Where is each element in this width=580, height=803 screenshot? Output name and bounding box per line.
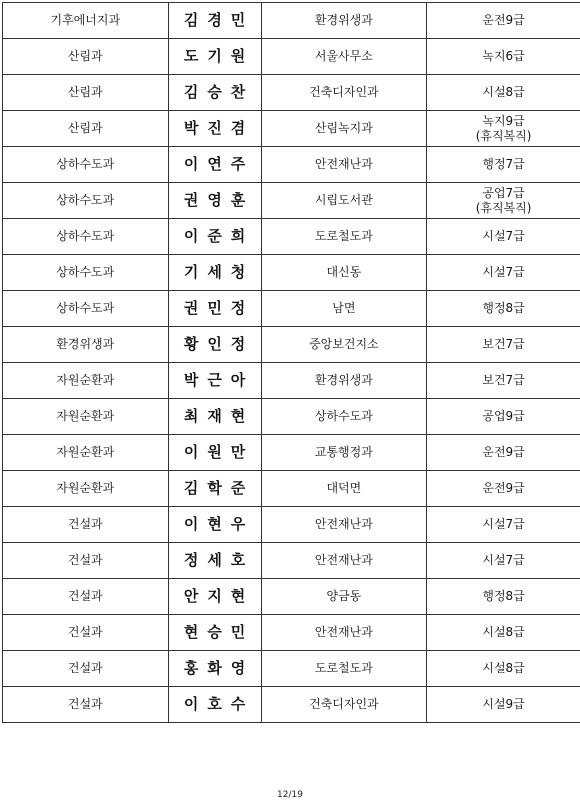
personnel-table-body (3, 3, 580, 723)
grade-cell (427, 507, 580, 543)
to-department-text: 도로철도과 (314, 661, 373, 675)
personnel-table (2, 2, 580, 723)
from-department-text: 산림과 (67, 121, 103, 135)
to-department-cell (261, 435, 427, 471)
from-department-text: 상하수도과 (56, 229, 115, 243)
from-department-text: 건설과 (67, 553, 103, 567)
employee-name-cell (168, 435, 261, 471)
to-department-cell (261, 327, 427, 363)
from-department-text: 건설과 (67, 697, 103, 711)
to-department-cell (261, 255, 427, 291)
status-note-text: (휴직복직) (475, 128, 532, 143)
from-department-text: 상하수도과 (56, 265, 115, 279)
employee-name-text: 안지현 (183, 587, 255, 605)
table-row (3, 39, 580, 75)
employee-name-cell (168, 471, 261, 507)
from-department-text: 건설과 (67, 589, 103, 603)
employee-name-text: 이원만 (183, 443, 255, 461)
to-department-cell (261, 219, 427, 255)
from-department-text: 상하수도과 (56, 193, 115, 207)
to-department-text: 안전재난과 (314, 517, 373, 531)
table-row (3, 363, 580, 399)
employee-name-cell (168, 399, 261, 435)
to-department-text: 남면 (332, 301, 356, 315)
to-department-text: 안전재난과 (314, 553, 373, 567)
employee-name-text: 김경민 (183, 11, 255, 29)
grade-text: 녹지6급 (482, 49, 525, 63)
grade-cell (427, 291, 580, 327)
employee-name-cell (168, 543, 261, 579)
table-row (3, 75, 580, 111)
from-department-cell (3, 291, 169, 327)
from-department-cell (3, 183, 169, 219)
table-row (3, 147, 580, 183)
from-department-text: 자원순환과 (56, 481, 115, 495)
to-department-text: 안전재난과 (314, 625, 373, 639)
to-department-text: 산림녹지과 (314, 121, 373, 135)
grade-cell (427, 579, 580, 615)
table-row (3, 291, 580, 327)
from-department-cell (3, 543, 169, 579)
employee-name-cell (168, 651, 261, 687)
from-department-text: 상하수도과 (56, 301, 115, 315)
from-department-cell (3, 75, 169, 111)
grade-text: 시설7급 (482, 229, 525, 243)
to-department-cell (261, 543, 427, 579)
from-department-cell (3, 147, 169, 183)
table-row (3, 3, 580, 39)
to-department-text: 대덕면 (326, 481, 362, 495)
to-department-cell (261, 471, 427, 507)
to-department-text: 양금동 (326, 589, 362, 603)
grade-text: 시설8급 (482, 625, 525, 639)
employee-name-text: 도기원 (183, 47, 255, 65)
employee-name-cell (168, 3, 261, 39)
from-department-text: 건설과 (67, 661, 103, 675)
employee-name-text: 박근아 (183, 371, 255, 389)
from-department-text: 자원순환과 (56, 409, 115, 423)
to-department-text: 대신동 (326, 265, 362, 279)
grade-cell (427, 327, 580, 363)
employee-name-cell (168, 615, 261, 651)
employee-name-text: 홍화영 (183, 659, 255, 677)
grade-text: 녹지9급 (482, 113, 525, 128)
to-department-cell (261, 183, 427, 219)
from-department-text: 상하수도과 (56, 157, 115, 171)
to-department-cell (261, 111, 427, 147)
employee-name-cell (168, 39, 261, 75)
grade-cell (427, 3, 580, 39)
grade-text: 공업7급 (482, 185, 525, 200)
from-department-cell (3, 435, 169, 471)
table-row (3, 579, 580, 615)
table-row (3, 435, 580, 471)
from-department-text: 건설과 (67, 517, 103, 531)
employee-name-cell (168, 147, 261, 183)
grade-text: 공업9급 (482, 409, 525, 423)
table-row (3, 327, 580, 363)
to-department-cell (261, 291, 427, 327)
to-department-cell (261, 3, 427, 39)
table-row (3, 111, 580, 147)
table-row (3, 255, 580, 291)
grade-text: 행정8급 (482, 589, 525, 603)
employee-name-cell (168, 579, 261, 615)
from-department-cell (3, 327, 169, 363)
grade-text: 시설7급 (482, 517, 525, 531)
to-department-cell (261, 39, 427, 75)
grade-cell (427, 615, 580, 651)
employee-name-cell (168, 507, 261, 543)
from-department-text: 환경위생과 (56, 337, 115, 351)
grade-text: 운전9급 (482, 445, 525, 459)
from-department-cell (3, 651, 169, 687)
to-department-cell (261, 75, 427, 111)
grade-cell (427, 687, 580, 723)
grade-cell (427, 435, 580, 471)
grade-cell (427, 183, 580, 219)
grade-cell (427, 147, 580, 183)
grade-cell (427, 471, 580, 507)
employee-name-text: 최재현 (183, 407, 255, 425)
grade-text: 시설7급 (482, 265, 525, 279)
to-department-cell (261, 147, 427, 183)
employee-name-cell (168, 219, 261, 255)
grade-text: 시설8급 (482, 661, 525, 675)
to-department-text: 중앙보건지소 (309, 337, 379, 351)
to-department-text: 교통행정과 (314, 445, 373, 459)
employee-name-text: 이호수 (183, 695, 255, 713)
employee-name-text: 정세호 (183, 551, 255, 569)
grade-text: 시설8급 (482, 85, 525, 99)
from-department-cell (3, 615, 169, 651)
from-department-text: 산림과 (67, 85, 103, 99)
employee-name-text: 기세청 (183, 263, 255, 281)
grade-cell (427, 219, 580, 255)
to-department-text: 도로철도과 (314, 229, 373, 243)
grade-text: 행정7급 (482, 157, 525, 171)
table-row (3, 219, 580, 255)
employee-name-cell (168, 111, 261, 147)
to-department-text: 건축디자인과 (309, 697, 379, 711)
table-row (3, 507, 580, 543)
from-department-text: 건설과 (67, 625, 103, 639)
from-department-cell (3, 111, 169, 147)
to-department-cell (261, 615, 427, 651)
from-department-text: 자원순환과 (56, 445, 115, 459)
to-department-text: 환경위생과 (314, 13, 373, 27)
to-department-cell (261, 651, 427, 687)
employee-name-cell (168, 75, 261, 111)
to-department-text: 건축디자인과 (309, 85, 379, 99)
grade-cell (427, 39, 580, 75)
from-department-cell (3, 219, 169, 255)
employee-name-text: 황인정 (183, 335, 255, 353)
to-department-cell (261, 507, 427, 543)
employee-name-text: 김승찬 (183, 83, 255, 101)
from-department-cell (3, 507, 169, 543)
table-row (3, 471, 580, 507)
to-department-text: 환경위생과 (314, 373, 373, 387)
from-department-cell (3, 687, 169, 723)
to-department-text: 서울사무소 (314, 49, 373, 63)
table-row (3, 615, 580, 651)
from-department-cell (3, 363, 169, 399)
grade-text: 시설9급 (482, 697, 525, 711)
employee-name-cell (168, 327, 261, 363)
from-department-cell (3, 579, 169, 615)
to-department-text: 시립도서관 (314, 193, 373, 207)
to-department-cell (261, 579, 427, 615)
from-department-cell (3, 255, 169, 291)
grade-cell (427, 363, 580, 399)
grade-cell (427, 399, 580, 435)
table-row (3, 651, 580, 687)
grade-cell (427, 75, 580, 111)
employee-name-cell (168, 687, 261, 723)
employee-name-text: 이준희 (183, 227, 255, 245)
from-department-text: 산림과 (67, 49, 103, 63)
from-department-cell (3, 399, 169, 435)
grade-text: 보건7급 (482, 373, 525, 387)
grade-text: 운전9급 (482, 481, 525, 495)
from-department-text: 기후에너지과 (50, 13, 121, 27)
from-department-cell (3, 39, 169, 75)
table-row (3, 399, 580, 435)
employee-name-text: 이현우 (183, 515, 255, 533)
page-number: 12/19 (277, 790, 303, 800)
table-row (3, 543, 580, 579)
employee-name-cell (168, 183, 261, 219)
grade-cell (427, 255, 580, 291)
employee-name-text: 이연주 (183, 155, 255, 173)
to-department-cell (261, 363, 427, 399)
status-note-text: (휴직복직) (475, 200, 532, 215)
to-department-text: 안전재난과 (314, 157, 373, 171)
from-department-cell (3, 471, 169, 507)
employee-name-text: 박진겸 (183, 119, 255, 137)
grade-text: 운전9급 (482, 13, 525, 27)
employee-name-text: 권영훈 (183, 191, 255, 209)
table-row (3, 183, 580, 219)
employee-name-cell (168, 255, 261, 291)
from-department-cell (3, 3, 169, 39)
grade-cell (427, 651, 580, 687)
grade-text: 시설7급 (482, 553, 525, 567)
to-department-text: 상하수도과 (314, 409, 373, 423)
grade-cell (427, 543, 580, 579)
from-department-text: 자원순환과 (56, 373, 115, 387)
employee-name-text: 권민정 (183, 299, 255, 317)
employee-name-text: 현승민 (183, 623, 255, 641)
employee-name-text: 김학준 (183, 479, 255, 497)
employee-name-cell (168, 291, 261, 327)
grade-cell (427, 111, 580, 147)
grade-text: 행정8급 (482, 301, 525, 315)
to-department-cell (261, 687, 427, 723)
table-row (3, 687, 580, 723)
to-department-cell (261, 399, 427, 435)
grade-text: 보건7급 (482, 337, 525, 351)
employee-name-cell (168, 363, 261, 399)
